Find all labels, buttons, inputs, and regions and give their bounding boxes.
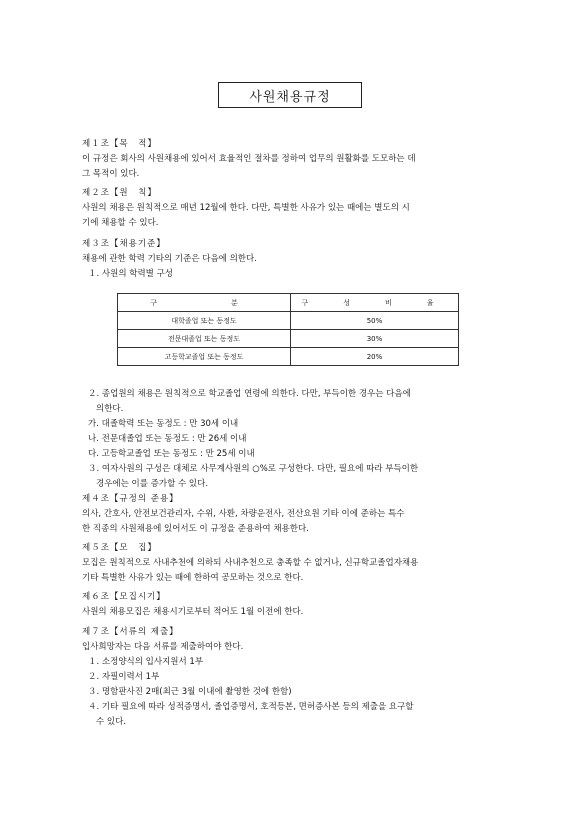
article-3-intro: 채용에 관한 학력 기타의 기준은 다음에 의한다. [82, 254, 257, 264]
article-3-item-3-cont: 경우에는 이를 증가할 수 있다. [96, 479, 209, 489]
article-2 [82, 186, 502, 231]
article-7-item-1: １. 소정양식의 입사지원서 1부 [88, 657, 204, 667]
document-title: 사원채용규정 [218, 82, 362, 108]
table-cell: 30% [291, 330, 459, 348]
article-3-item-1: １. 사원의 학력별 구성 [88, 269, 173, 279]
article-4-line-2: 한 직종의 사원채용에 있어서도 이 규정을 준용하여 채용한다. [82, 524, 309, 534]
table-row [118, 348, 459, 366]
education-composition-table [117, 293, 459, 366]
table-cell: 50% [291, 312, 459, 330]
article-7-item-2: ２. 자필이력서 1부 [88, 672, 160, 682]
article-4-heading: 제４조【규정의 준용】 [82, 494, 179, 504]
article-3-item-2: ２. 종업원의 채용은 원칙적으로 학교졸업 연령에 의한다. 다만, 부득이한 경우는 다음에 [88, 389, 411, 399]
article-5-line-1: 모집은 원칙적으로 사내추천에 의하되 사내추천으로 충족할 수 없거나, 신규학교졸업자채용 [82, 558, 419, 568]
table-cell: 20% [291, 348, 459, 366]
table-header-cell: 구 분 [118, 294, 291, 312]
article-5 [82, 541, 502, 586]
article-1 [82, 137, 502, 182]
article-3-continued [82, 387, 502, 492]
table-cell: 전문대졸업 또는 동정도 [118, 330, 291, 348]
article-7-heading: 제７조【서류의 제출】 [82, 627, 179, 637]
article-3-sub-a: 가. 대졸학력 또는 동정도 : 만 30세 이내 [88, 419, 239, 429]
table-header-cell: 구 성 비 율 [291, 294, 459, 312]
article-6 [82, 590, 502, 620]
article-3-heading: 제３조【채용기준】 [82, 239, 166, 249]
article-5-line-2: 기타 특별한 사유가 있는 때에 한하여 공모하는 것으로 한다. [82, 573, 304, 583]
article-1-line-1: 이 규정은 회사의 사원채용에 있어서 효율적인 절차를 정하여 업무의 원활화를 도모하는 데 [82, 154, 416, 164]
table-cell: 고등학교졸업 또는 동정도 [118, 348, 291, 366]
article-2-heading: 제２조【원 칙】 [82, 188, 157, 198]
article-3-sub-b: 나. 전문대졸업 또는 동정도 : 만 26세 이내 [88, 434, 247, 444]
table-row [118, 312, 459, 330]
article-6-heading: 제６조【모집시기】 [82, 592, 166, 602]
article-4 [82, 492, 502, 537]
article-7-intro: 입사희망자는 다음 서류를 제출하여야 한다. [82, 642, 244, 652]
article-7 [82, 625, 502, 730]
table-header-row [118, 294, 459, 312]
article-1-heading: 제１조【목 적】 [82, 139, 157, 149]
article-7-item-3: ３. 명함판사진 2매(최근 3월 이내에 촬영한 것에 한함) [88, 687, 292, 697]
article-3 [82, 237, 502, 282]
article-4-line-1: 의사, 간호사, 안전보건관리자, 수위, 사환, 차량운전사, 전산요원 기타 이에 준하는 특수 [82, 509, 405, 519]
table-row [118, 330, 459, 348]
article-1-line-2: 그 목적이 있다. [82, 169, 140, 179]
article-5-heading: 제５조【모 집】 [82, 543, 157, 553]
article-3-sub-c: 다. 고등학교졸업 또는 동정도 : 만 25세 이내 [88, 449, 255, 459]
article-6-line-1: 사원의 채용모집은 채용시기로부터 적어도 1월 이전에 한다. [82, 607, 304, 617]
article-7-item-4: ４. 기타 필요에 따라 성적증명서, 졸업증명서, 호적등본, 면허증사본 등의 제출을 요구할 [88, 702, 414, 712]
article-2-line-1: 사원의 채용은 원칙적으로 매년 12월에 한다. 다만, 특별한 사유가 있는 때에는 별도의 시 [82, 203, 410, 213]
article-3-item-3: ３. 여자사원의 구성은 대체로 사무계사원의 ○%로 구성한다. 다만, 필요에 따라 부득이한 [88, 464, 419, 474]
article-3-item-2-cont: 의한다. [96, 404, 124, 414]
article-2-line-2: 기에 채용할 수 있다. [82, 218, 159, 228]
table-cell: 대학졸업 또는 동정도 [118, 312, 291, 330]
article-7-item-4-cont: 수 있다. [96, 717, 127, 727]
